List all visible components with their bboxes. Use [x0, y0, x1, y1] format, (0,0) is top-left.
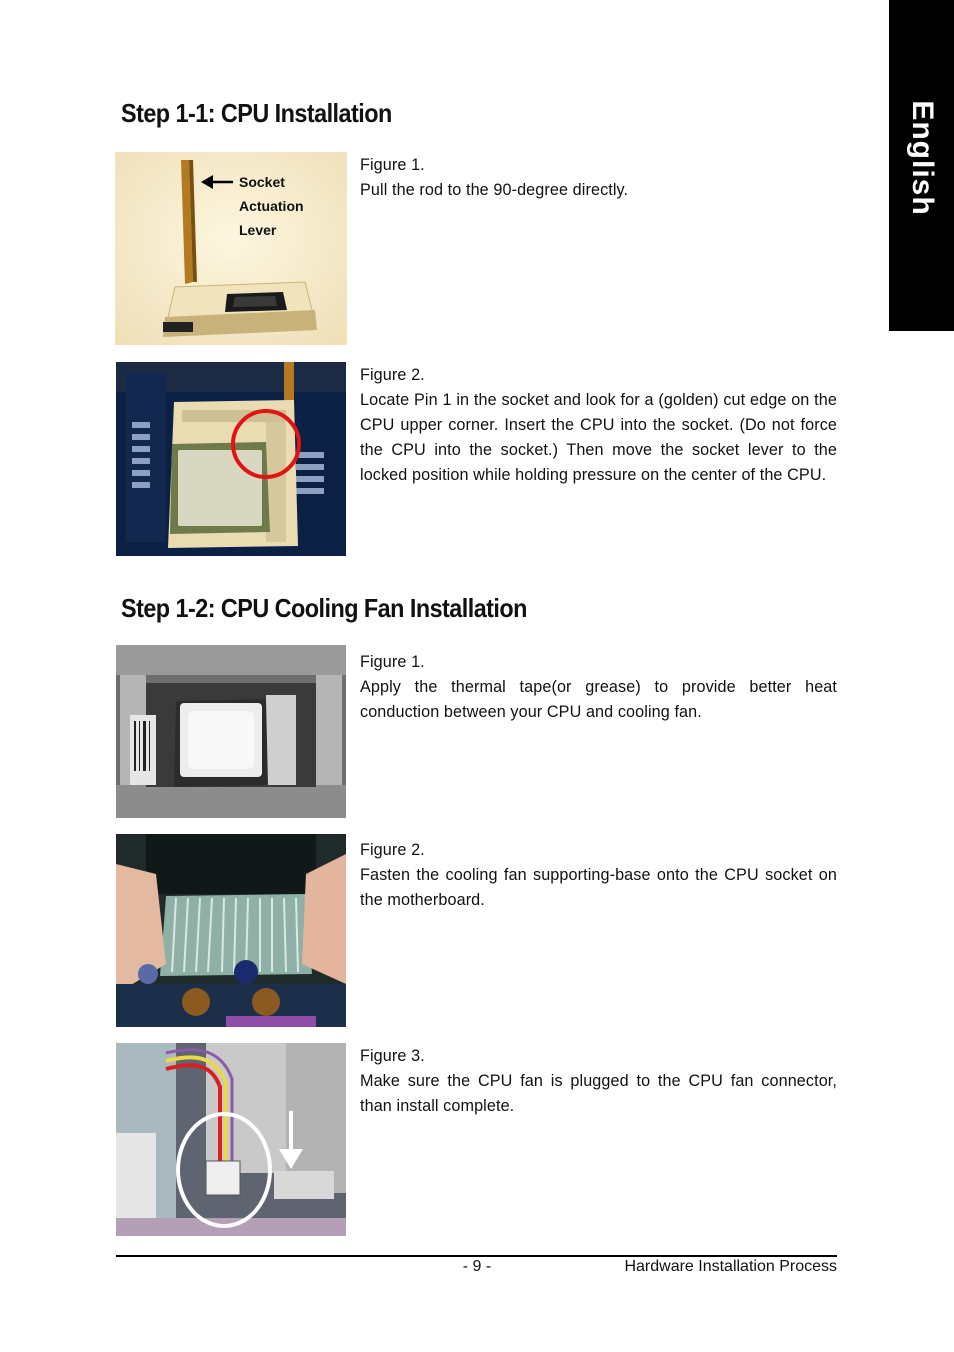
- figure-text: Pull the rod to the 90-degree directly.: [360, 181, 629, 199]
- figure-text: Locate Pin 1 in the socket and look for a (golden) cut edge on the CPU upper corner. Insert the CPU into the socket. (Do not force the CPU into the socket.) Then move the socket lever to the locked position while holding pressure on the center of the CPU.: [360, 391, 837, 484]
- step-1-1-figure-1-caption: [360, 153, 837, 203]
- language-tab-label: English: [905, 100, 939, 216]
- cpu-socket-photo: [116, 362, 346, 556]
- footer-section-title: Hardware Installation Process: [624, 1258, 837, 1275]
- callout-arrow-icon: [201, 174, 235, 190]
- figure-text: Apply the thermal tape(or grease) to provide better heat conduction between your CPU and cooling fan.: [360, 678, 837, 721]
- footer-rule: [116, 1255, 837, 1257]
- socket-lever-callout: [239, 170, 304, 242]
- figure-text: Make sure the CPU fan is plugged to the CPU fan connector, than install complete.: [360, 1072, 837, 1115]
- fan-connector-photo: [116, 1043, 346, 1236]
- page-number: - 9 -: [462, 1258, 492, 1275]
- figure-label: Figure 2.: [360, 366, 425, 384]
- step-1-1-title: Step 1-1: CPU Installation: [121, 98, 392, 128]
- callout-line-3: Lever: [239, 222, 277, 238]
- step-1-2-figure-1-caption: [360, 650, 837, 725]
- figure-label: Figure 1.: [360, 156, 425, 174]
- callout-line-1: Socket: [239, 174, 285, 190]
- figure-text: Fasten the cooling fan supporting-base onto the CPU socket on the motherboard.: [360, 866, 837, 909]
- step-1-1-figure-2-caption: [360, 363, 837, 488]
- step-1-2-figure-2-caption: [360, 838, 837, 913]
- figure-label: Figure 1.: [360, 653, 425, 671]
- figure-label: Figure 3.: [360, 1047, 425, 1065]
- cooling-fan-base-photo: [116, 834, 346, 1027]
- language-tab: [889, 0, 954, 331]
- figure-label: Figure 2.: [360, 841, 425, 859]
- step-1-2-title: Step 1-2: CPU Cooling Fan Installation: [121, 593, 527, 623]
- thermal-grease-photo: [116, 645, 346, 818]
- callout-line-2: Actuation: [239, 198, 304, 214]
- step-1-2-figure-3-caption: [360, 1044, 837, 1119]
- socket-lever-photo: [115, 152, 347, 345]
